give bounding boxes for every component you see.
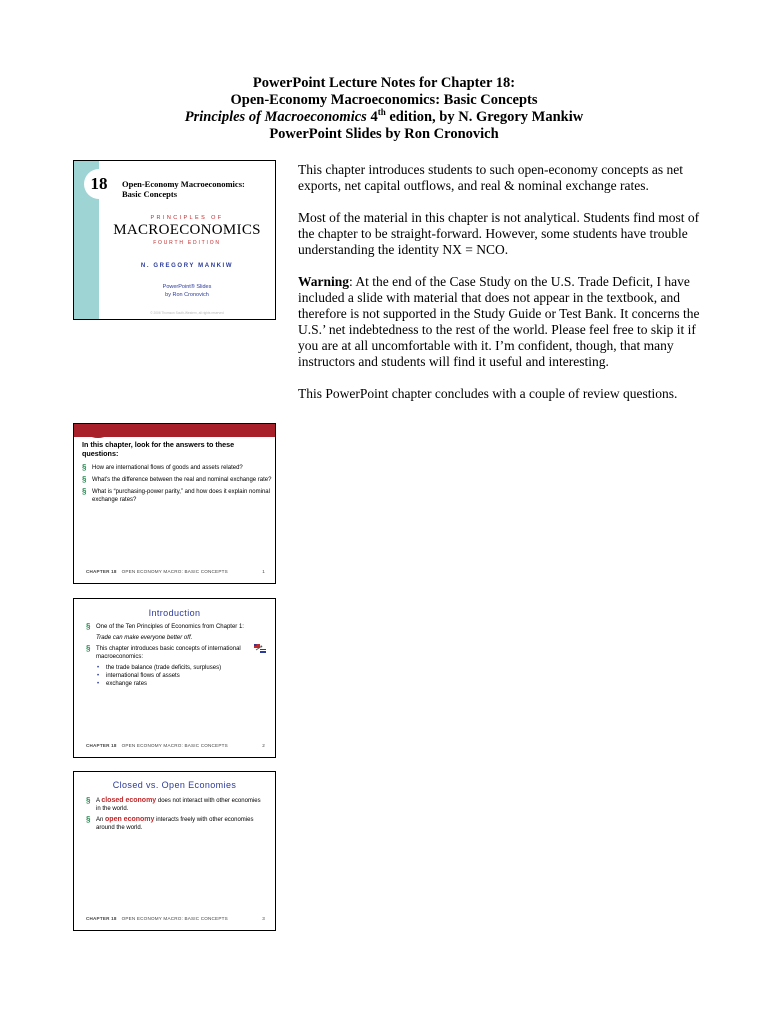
warning-text: : At the end of the Case Study on the U.S. Trade Deficit, I have included a slide with material that does not appear in the textbook, and therefore is not supported in the Study Guide or Test Bank. It concerns the U.S.’ net indebtedness to the rest of the world. Please feel free to skip it if you are at all uncomfortable with it. I’m confident, though, that many instructors and students will find it useful and interesting. xyxy=(298,274,700,369)
fourth-edition-label: FOURTH EDITION xyxy=(153,240,221,246)
section-bullet-icon: § xyxy=(82,487,87,496)
section-bullet-icon: § xyxy=(86,815,91,824)
header-line-4: PowerPoint Slides by Ron Cronovich xyxy=(269,126,499,142)
footer-chapter: CHAPTER 18 xyxy=(86,569,117,574)
chapter-number-badge: 18 xyxy=(84,169,114,199)
list-item xyxy=(86,645,266,661)
sub-bullet-icon: • xyxy=(97,665,100,671)
section-bullet-icon: § xyxy=(82,463,87,472)
section-bullet-icon: § xyxy=(86,622,91,631)
slide-thumbnail-introduction xyxy=(73,598,276,758)
open-economy-term: open economy xyxy=(105,816,155,823)
bullet-prefix: An xyxy=(96,817,106,823)
question-text: What is “purchasing-power parity,” and how does it explain nominal exchange rates? xyxy=(92,489,270,503)
sub-bullet-icon: • xyxy=(97,673,100,679)
sub-list-item xyxy=(86,680,266,688)
slide-number: 3 xyxy=(262,916,265,921)
list-item xyxy=(86,816,266,832)
slide-thumbnail-title xyxy=(73,160,276,320)
list-item xyxy=(82,488,272,504)
edition-superscript: th xyxy=(377,107,386,118)
slides-credit xyxy=(99,283,275,299)
sub-item-text: exchange rates xyxy=(106,681,148,687)
bullet-text: does not interact with other economies in the world. xyxy=(96,798,261,812)
footer-title: OPEN ECONOMY MACRO: BASIC CONCEPTS xyxy=(121,569,228,574)
author-name: N. GREGORY MANKIW xyxy=(140,263,234,269)
macroeconomics-logo: MACROECONOMICS xyxy=(113,222,261,238)
slide-body xyxy=(86,797,266,835)
questions-heading: In this chapter, look for the answers to these questions: xyxy=(82,440,235,458)
copyright-notice: © 2006 Thomson South-Western, all rights reserved xyxy=(150,311,224,315)
slide-footer xyxy=(86,916,265,921)
section-bullet-icon: § xyxy=(86,796,91,805)
slide-title-line-1: Open-Economy Macroeconomics: xyxy=(122,179,245,189)
edition-rest: edition, by N. Gregory Mankiw xyxy=(385,109,584,125)
header-line-1: PowerPoint Lecture Notes for Chapter 18: xyxy=(252,75,516,91)
section-bullet-icon: § xyxy=(82,475,87,484)
document-header xyxy=(0,75,768,143)
closed-economy-term: closed economy xyxy=(101,797,157,804)
notes-paragraph-4: This PowerPoint chapter concludes with a couple of review questions. xyxy=(298,386,678,401)
sub-bullet-icon: • xyxy=(97,681,100,687)
footer-chapter: CHAPTER 18 xyxy=(86,743,117,748)
header-line-3 xyxy=(0,109,768,126)
list-item xyxy=(82,464,272,472)
questions-list xyxy=(82,464,272,508)
footer-chapter: CHAPTER 18 xyxy=(86,916,117,921)
bullet-prefix: A xyxy=(96,798,102,804)
principles-of-label: PRINCIPLES OF xyxy=(150,215,224,221)
trade-flags-icon xyxy=(253,642,267,656)
header-line-2: Open-Economy Macroeconomics: Basic Concepts xyxy=(230,92,538,108)
notes-paragraph-2: Most of the material in this chapter is not analytical. Students find most of the chapter to be straight-forward. However, some students have trouble understanding the identity NX = NCO. xyxy=(298,210,700,257)
slides-credit-line-1: PowerPoint® Slides xyxy=(162,284,212,290)
slide-thumbnail-questions xyxy=(73,423,276,584)
slide-number: 2 xyxy=(262,743,265,748)
slide-number: 1 xyxy=(262,569,265,574)
slide-title: Introduction xyxy=(148,608,201,618)
list-item xyxy=(86,623,266,631)
question-text: How are international flows of goods and assets related? xyxy=(92,465,243,471)
slides-credit-line-2: by Ron Cronovich xyxy=(165,292,209,298)
slide-body xyxy=(86,623,266,688)
bullet-text: This chapter introduces basic concepts of international macroeconomics: xyxy=(96,646,241,660)
section-bullet-icon: § xyxy=(86,644,91,653)
edition-number: 4 xyxy=(370,109,378,125)
sub-item-text: international flows of assets xyxy=(106,673,180,679)
principle-quote: Trade can make everyone better off. xyxy=(96,635,193,641)
list-item xyxy=(86,797,266,813)
notes-paragraph-3 xyxy=(298,274,708,370)
sub-list-item xyxy=(86,672,266,680)
slide-footer xyxy=(86,569,265,574)
book-title: Principles of Macroeconomics xyxy=(184,109,367,125)
sub-item-text: the trade balance (trade deficits, surpluses) xyxy=(106,665,222,671)
slide-title-line-2: Basic Concepts xyxy=(122,189,178,199)
slide-footer xyxy=(86,743,265,748)
instructor-notes xyxy=(298,162,708,418)
footer-title: OPEN ECONOMY MACRO: BASIC CONCEPTS xyxy=(121,916,228,921)
slide-thumbnail-closed-vs-open xyxy=(73,771,276,931)
question-text: What's the difference between the real and nominal exchange rate? xyxy=(92,477,272,483)
slide-title xyxy=(122,179,272,199)
footer-title: OPEN ECONOMY MACRO: BASIC CONCEPTS xyxy=(121,743,228,748)
slide-title: Closed vs. Open Economies xyxy=(112,780,237,790)
bullet-text: One of the Ten Principles of Economics from Chapter 1: xyxy=(96,624,244,630)
notes-paragraph-1: This chapter introduces students to such open-economy concepts as net exports, net capital outflows, and real & nominal exchange rates. xyxy=(298,162,684,193)
list-item xyxy=(82,476,272,484)
sub-list-item xyxy=(86,664,266,672)
warning-label: Warning xyxy=(298,274,350,289)
bullet-text: interacts freely with other economies around the world. xyxy=(96,817,254,831)
